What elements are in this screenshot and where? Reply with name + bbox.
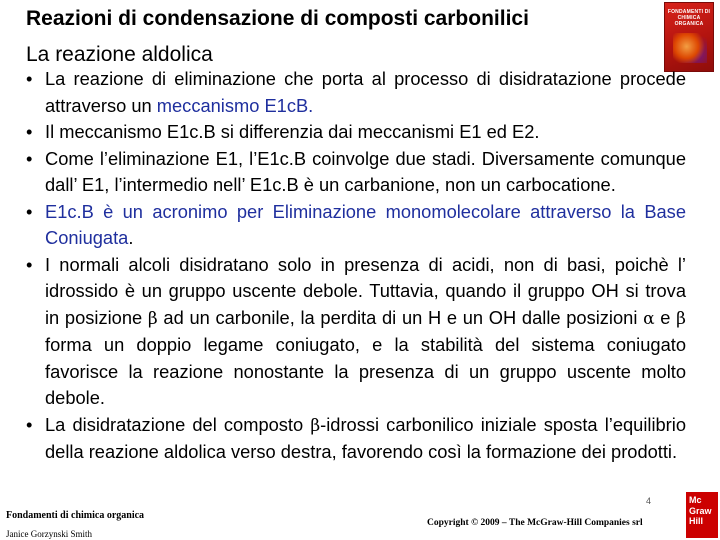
bullet-item — [26, 412, 686, 466]
bullet-dot-icon: • — [26, 147, 33, 169]
bullet-item — [26, 119, 686, 146]
bullet-dot-icon: • — [26, 200, 33, 222]
bullet-highlight-tail: B. — [295, 94, 314, 116]
bullet-highlight: meccanismo E1c — [156, 94, 296, 116]
footer-book-title: Fondamenti di chimica organica — [6, 510, 145, 521]
bullet-text: forma un doppio legame coniugato, e la stabilità del sistema coniugato favorisce la reazione nonostante la presenza di un gruppo uscente molto debole. — [45, 334, 686, 408]
greek-beta-symbol: β — [147, 308, 158, 329]
footer-book-info — [6, 510, 144, 540]
bullet-dot-icon: • — [26, 68, 33, 89]
greek-alpha-symbol: α — [643, 308, 655, 329]
bullet-item — [26, 199, 686, 252]
bullet-item — [26, 252, 686, 412]
bullet-text: La disidratazione del composto — [45, 413, 311, 435]
logo-line-1: Mc — [689, 495, 702, 505]
bullet-item — [26, 146, 686, 199]
bullet-text: La reazione di eliminazione che porta al processo di disidratazione procede attraverso un — [45, 68, 686, 116]
bullet-dot-icon: • — [26, 413, 33, 435]
mcgraw-hill-logo — [686, 492, 718, 538]
logo-line-3: Hill — [689, 516, 704, 526]
logo-line-2: Graw — [689, 505, 712, 516]
bullet-text: e — [654, 306, 677, 328]
book-cover-art — [673, 33, 707, 63]
bullet-text: -idrossi carbonilico iniziale sposta l’equilibrio della reazione aldolica verso destra, favorendo così la formazione dei prodotti. — [45, 413, 686, 462]
book-cover-title: FONDAMENTI DI CHIMICA ORGANICA — [667, 9, 711, 27]
slide-subtitle: La reazione aldolica — [26, 43, 213, 66]
footer-copyright: Copyright © 2009 – The McGraw-Hill Companies srl — [427, 518, 643, 528]
bullet-dot-icon: • — [26, 121, 33, 142]
page-number: 4 — [646, 496, 652, 506]
bullet-item — [26, 66, 686, 119]
bullet-text: . — [128, 227, 134, 248]
greek-beta-symbol: β — [676, 308, 686, 329]
bullet-text: ad un carbonile, la perdita di un H e un OH dalle posizioni — [157, 306, 644, 328]
bullet-highlight: E1c.B è un acronimo per Eliminazione monomolecolare attraverso la Base Coniugata — [45, 200, 686, 248]
book-cover-image — [664, 2, 714, 72]
footer-author: Janice Gorzynski Smith — [6, 529, 92, 539]
bullet-text: I normali alcoli disidratano solo in presenza di acidi, non di basi, poichè l’ idrossido è un gruppo uscente debole. Tuttavia, quando il gruppo OH si trova in posizione — [45, 253, 686, 328]
bullet-list — [26, 66, 686, 466]
bullet-text: Il meccanismo E1c.B si differenzia dai meccanismi E1 ed E2. — [45, 121, 540, 142]
bullet-dot-icon: • — [26, 253, 33, 275]
slide-title: Reazioni di condensazione di composti carbonilici — [26, 7, 529, 30]
greek-beta-symbol: β — [310, 415, 321, 436]
bullet-text: Come l’eliminazione E1, l’E1c.B coinvolge due stadi. Diversamente comunque dall’ E1, l’intermedio nell’ E1c.B è un carbanione, non un carbocatione. — [45, 147, 686, 195]
